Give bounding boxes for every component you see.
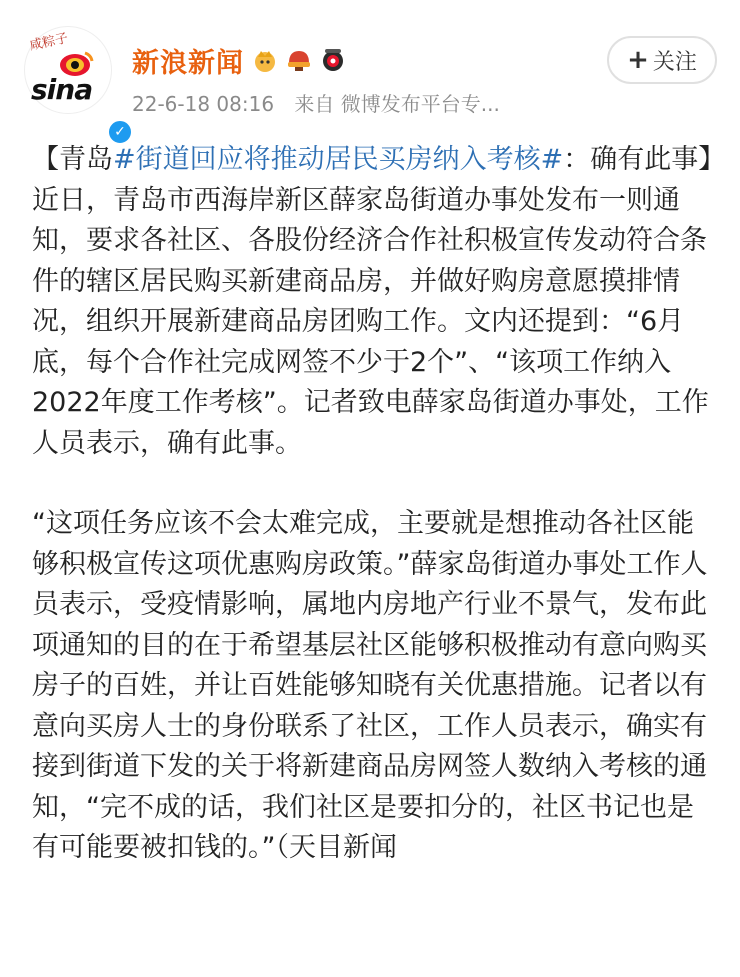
follow-label: 关注	[652, 49, 697, 75]
avatar-caption: 咸粽子	[28, 31, 70, 54]
helmet-badge-icon	[286, 47, 312, 73]
post-body	[32, 140, 716, 869]
avatar[interactable]	[24, 26, 126, 140]
crown-badge-icon	[252, 47, 278, 73]
avatar-logo-text: sina	[31, 73, 93, 106]
name-row	[132, 40, 346, 80]
username[interactable]: 新浪新闻	[132, 47, 244, 79]
follow-button[interactable]	[607, 36, 717, 84]
post-header	[0, 0, 740, 140]
post-date: 22-6-18 08:16	[132, 92, 275, 116]
eye-badge-icon	[320, 47, 346, 73]
post-meta	[132, 88, 500, 117]
follow-plus-icon: +	[627, 45, 649, 75]
post-source[interactable]: 来自 微博发布平台专...	[294, 92, 500, 116]
topic-link[interactable]: #街道回应将推动居民买房纳入考核#	[113, 144, 564, 175]
verified-icon: ✓	[107, 119, 133, 145]
post-paragraph-1	[32, 140, 716, 464]
post-paragraph-2: “这项任务应该不会太难完成，主要就是想推动各社区能够积极宣传这项优惠购房政策。”薛家岛街道办事处工作人员表示，受疫情影响，属地内房地产行业不景气，发布此项通知的目的在于希望基层社区能够积极推动有意向购买房子的百姓，并让百姓能够知晓有关优惠措施。记者以有意向买房人士的身份联系了社区，工作人员表示，确实有接到街道下发的关于将新建商品房网签人数纳入考核的通知，“完不成的话，我们社区是要扣分的，社区书记也是有可能要被扣钱的。”（天目新闻	[32, 508, 708, 863]
post-prefix: 【青岛	[32, 144, 113, 175]
post-paragraph-1-text: ：确有此事】近日，青岛市西海岸新区薛家岛街道办事处发布一则通知，要求各社区、各股份经济合作社积极宣传发动符合条件的辖区居民购买新建商品房，并做好购房意愿摸排情况，组织开展新建商品房团购工作。文内还提到：“6月底，每个合作社完成网签不少于2个”、“该项工作纳入2022年度工作考核”。记者致电薛家岛街道办事处，工作人员表示，确有此事。	[32, 144, 712, 459]
